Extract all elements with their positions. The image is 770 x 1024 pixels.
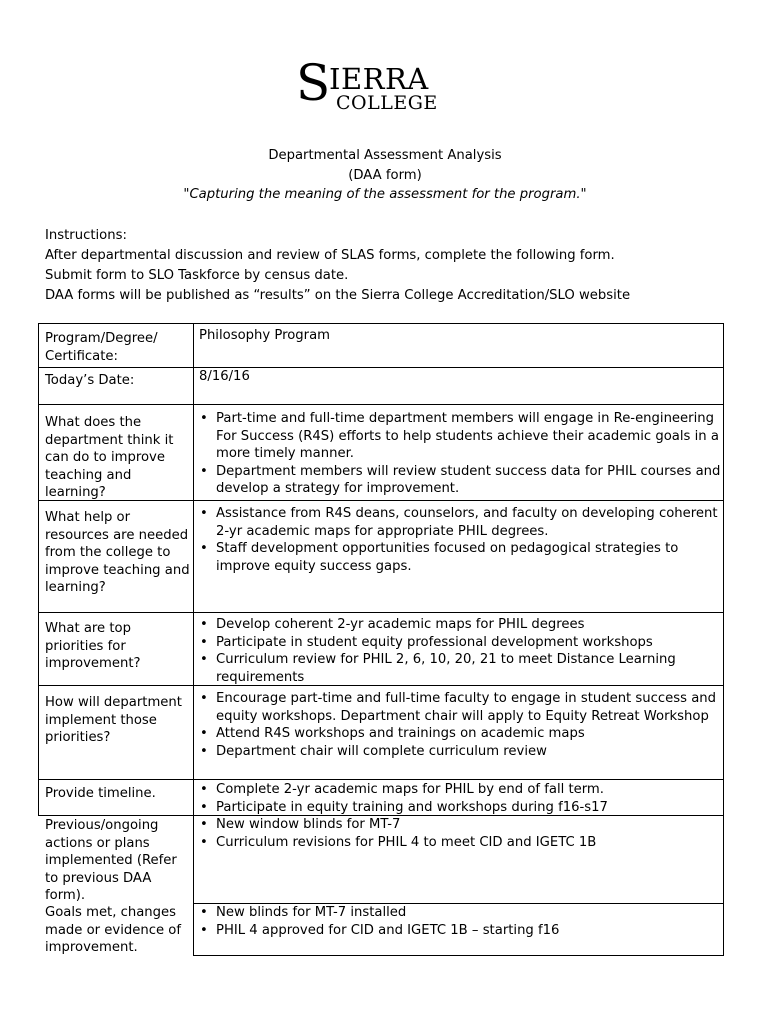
row-value-timeline: [199, 781, 724, 816]
form-title: Departmental Assessment Analysis: [268, 148, 502, 163]
row-label-improve: What does the department think it can do to improve teaching and learning?: [45, 415, 174, 500]
list-item: • Staff development opportunities focused on pedagogical strategies to improve equity success gaps.: [199, 540, 724, 575]
form-subtitle: (DAA form): [348, 168, 422, 183]
row-value-date: 8/16/16: [199, 369, 250, 384]
row-value-priorities: [199, 616, 724, 686]
list-item: • New window blinds for MT-7: [199, 816, 724, 834]
instructions-line-2: Submit form to SLO Taskforce by census date.: [45, 268, 349, 283]
list-item: • Department chair will complete curriculum review: [199, 743, 724, 761]
logo-ierra: IERRA: [329, 62, 429, 96]
grid-line: [38, 323, 724, 324]
row-label-date: Today’s Date:: [45, 373, 135, 388]
grid-line: [38, 779, 724, 780]
list-item: • Department members will review student success data for PHIL courses and develop a strategy for improvement.: [199, 463, 724, 498]
instructions-line-3: DAA forms will be published as “results” on the Sierra College Accreditation/SLO website: [45, 288, 631, 303]
form-tagline: "Capturing the meaning of the assessment for the program.": [183, 187, 587, 202]
instructions-line-1: After departmental discussion and review of SLAS forms, complete the following form.: [45, 248, 615, 263]
row-value-previous: [199, 816, 724, 851]
row-label-priorities: What are top priorities for improvement?: [45, 621, 141, 671]
row-label-goals: Goals met, changes made or evidence of improvement.: [45, 905, 181, 955]
list-item: • Attend R4S workshops and trainings on academic maps: [199, 725, 724, 743]
row-label-implement: How will department implement those priorities?: [45, 695, 182, 745]
row-label-resources: What help or resources are needed from the college to improve teaching and learning?: [45, 510, 190, 595]
grid-line: [38, 612, 724, 613]
sierra-college-logo: [296, 54, 456, 116]
list-item: • Curriculum review for PHIL 2, 6, 10, 20, 21 to meet Distance Learning requirements: [199, 651, 724, 686]
grid-line: [193, 323, 194, 955]
row-label-previous: Previous/ongoing actions or plans implemented (Refer to previous DAA form).: [45, 818, 177, 903]
row-value-goals: [199, 904, 724, 939]
row-value-program: Philosophy Program: [199, 328, 331, 343]
row-label-timeline: Provide timeline.: [45, 786, 156, 801]
list-item: • Curriculum revisions for PHIL 4 to meet CID and IGETC 1B: [199, 834, 724, 852]
list-item: • Assistance from R4S deans, counselors, and faculty on developing coherent 2-yr academic maps for appropriate PHIL degrees.: [199, 505, 724, 540]
grid-line: [38, 323, 39, 815]
logo-college: COLLEGE: [336, 92, 438, 114]
row-label-program: Program/Degree/ Certificate:: [45, 331, 158, 364]
grid-line: [38, 404, 724, 405]
list-item: • PHIL 4 approved for CID and IGETC 1B – starting f16: [199, 922, 724, 940]
row-value-implement: [199, 690, 724, 760]
list-item: • Participate in student equity professional development workshops: [199, 634, 724, 652]
list-item: • New blinds for MT-7 installed: [199, 904, 724, 922]
grid-line: [193, 955, 724, 956]
row-value-improve: [199, 410, 724, 498]
row-value-resources: [199, 505, 724, 575]
list-item: • Encourage part-time and full-time faculty to engage in student success and equity workshops. Department chair will apply to Equity Retreat Workshop: [199, 690, 724, 725]
list-item: • Part-time and full-time department members will engage in Re-engineering For Success (R4S) efforts to help students achieve their academic goals in a more timely manner.: [199, 410, 724, 463]
instructions-heading: Instructions:: [45, 228, 127, 243]
list-item: • Develop coherent 2-yr academic maps for PHIL degrees: [199, 616, 724, 634]
list-item: • Complete 2-yr academic maps for PHIL by end of fall term.: [199, 781, 724, 799]
list-item: • Participate in equity training and workshops during f16-s17: [199, 799, 724, 817]
logo-s: S: [296, 54, 331, 112]
